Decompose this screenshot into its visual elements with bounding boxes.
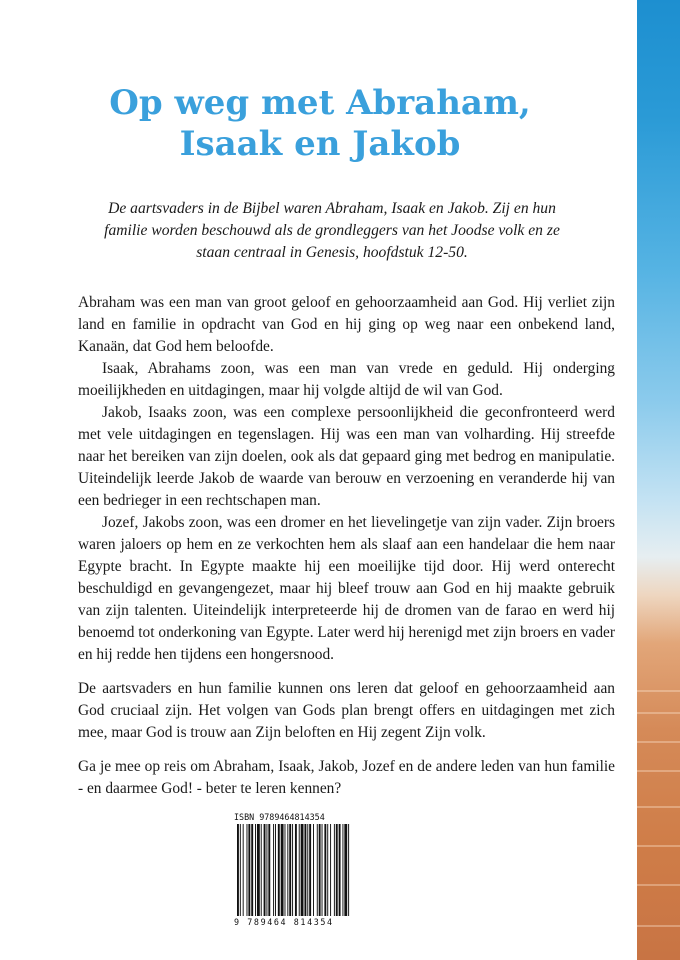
paragraph-abraham: Abraham was een man van groot geloof en gehoorzaamheid aan God. Hij verliet zijn land en familie in opdracht van God en hij ging op weg naar een onbekend land, Kanaän, dat God hem beloofde. bbox=[78, 294, 615, 355]
barcode-bars bbox=[237, 824, 351, 916]
barcode-bar bbox=[309, 824, 311, 916]
barcode-bar bbox=[266, 824, 267, 916]
barcode-bar bbox=[278, 824, 280, 916]
barcode-bar bbox=[324, 824, 326, 916]
barcode-bar bbox=[342, 824, 343, 916]
title-line-2: Isaak en Jakob bbox=[179, 124, 461, 164]
barcode-bar bbox=[319, 824, 321, 916]
barcode-bar bbox=[334, 824, 335, 916]
desert-photo-strip bbox=[637, 0, 680, 960]
barcode-bar bbox=[240, 824, 241, 916]
barcode-bar bbox=[313, 824, 314, 916]
paragraph-invitation: Ga je mee op reis om Abraham, Isaak, Jakob, Jozef en de andere leden van hun familie - en daarmee God! - beter te leren kennen? bbox=[78, 758, 615, 797]
isbn-label: ISBN 9789464814354 bbox=[234, 812, 325, 822]
barcode-bar bbox=[273, 824, 274, 916]
barcode-bar bbox=[336, 824, 338, 916]
barcode-bar bbox=[264, 824, 266, 916]
paragraph-isaak: Isaak, Abrahams zoon, was een man van vrede en geduld. Hij onderging moeilijkheden en uitdagingen, maar hij volgde altijd de wil van God. bbox=[78, 360, 615, 399]
barcode-bar bbox=[317, 824, 318, 916]
barcode-bar bbox=[261, 824, 262, 916]
barcode-bar bbox=[281, 824, 284, 916]
book-title bbox=[60, 83, 580, 165]
paragraph-lesson: De aartsvaders en hun familie kunnen ons leren dat geloof en gehoorzaamheid aan God cruciaal zijn. Het volgen van Gods plan brengt offers en uitdagingen met zich mee, maar God is trouw aan Zijn beloften en Hij zegent Zijn volk. bbox=[78, 680, 615, 741]
isbn-barcode bbox=[231, 810, 357, 930]
title-line-1: Op weg met Abraham, bbox=[109, 83, 531, 123]
barcode-bar bbox=[257, 824, 260, 916]
barcode-bar bbox=[285, 824, 286, 916]
barcode-bar bbox=[287, 824, 288, 916]
barcode-bar bbox=[251, 824, 253, 916]
barcode-bar bbox=[292, 824, 293, 916]
barcode-bar bbox=[322, 824, 323, 916]
barcode-bar bbox=[275, 824, 276, 916]
barcode-bar bbox=[247, 824, 248, 916]
barcode-bar bbox=[237, 824, 239, 916]
barcode-bar bbox=[248, 824, 250, 916]
barcode-bar bbox=[301, 824, 304, 916]
barcode-bar bbox=[330, 824, 331, 916]
paragraph-jakob: Jakob, Isaaks zoon, was een complexe persoonlijkheid die geconfronteerd werd met vele uitdagingen en tegenslagen. Hij was een man van volharding. Hij streefde naar het bereiken van zijn doelen, ook als dat gepaard ging met bedrog en manipulatie. Uiteindelijk leerde Jakob de waarde van berouw en verzoening en veranderde hij van een bedrieger in een rechtschapen man. bbox=[78, 404, 615, 509]
barcode-bar bbox=[344, 824, 347, 916]
barcode-bar bbox=[243, 824, 244, 916]
barcode-bar bbox=[268, 824, 270, 916]
barcode-bar bbox=[327, 824, 328, 916]
barcode-bar bbox=[295, 824, 297, 916]
barcode-bar bbox=[304, 824, 306, 916]
barcode-bar bbox=[255, 824, 256, 916]
barcode-bar bbox=[299, 824, 300, 916]
barcode-bar bbox=[289, 824, 291, 916]
paragraph-jozef: Jozef, Jakobs zoon, was een dromer en het lievelingetje van zijn vader. Zijn broers waren jaloers op hem en ze verkochten hem als slaaf aan een handelaar die hem naar Egypte bracht. In Egypte maakte hij een moeilijke tijd door. Hij werd onterecht beschuldigd en gevangengezet, maar hij bleef trouw aan God en hij maakte gebruik van zijn talenten. Uiteindelijk interpreteerde hij de dromen van de farao en werd hij benoemd tot onderkoning van Egypte. Later werd hij herenigd met zijn broers en vader en hij redde hen tijdens een hongersnood. bbox=[78, 514, 615, 663]
barcode-bar bbox=[339, 824, 341, 916]
barcode-digits: 9 789464 814354 bbox=[234, 917, 334, 927]
blurb-body bbox=[78, 292, 615, 800]
intro-text: De aartsvaders in de Bijbel waren Abraham, Isaak en Jakob. Zij en hun familie worden beschouwd als de grondleggers van het Joodse volk en ze staan centraal in Genesis, hoofdstuk 12-50. bbox=[104, 200, 560, 261]
barcode-bar bbox=[307, 824, 308, 916]
barcode-bar bbox=[348, 824, 349, 916]
